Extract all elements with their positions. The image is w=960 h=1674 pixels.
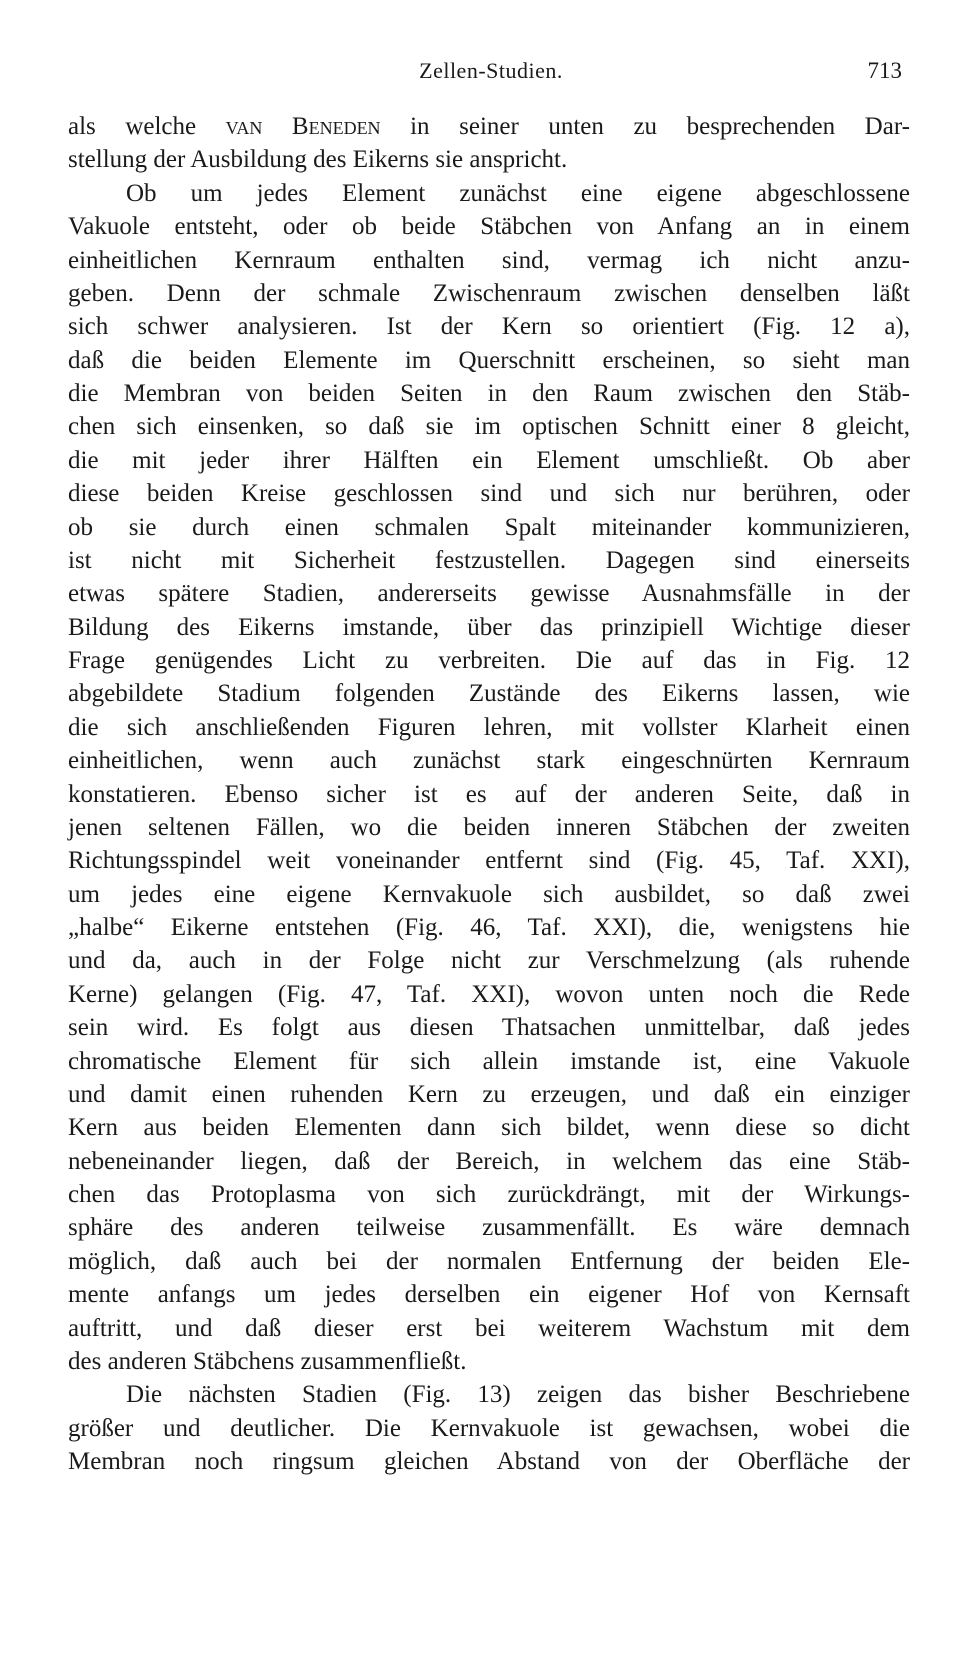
- text-line: einheitlichen Kernraum enthalten sind, vermag ich nicht anzu-: [68, 246, 910, 274]
- running-head: [68, 58, 914, 90]
- text-line: als welche van Beneden in seiner unten zu besprechenden Dar-: [68, 113, 910, 140]
- text-line: jenen seltenen Fällen, wo die beiden inneren Stäbchen der zweiten: [68, 813, 910, 841]
- page-number: 713: [867, 58, 902, 83]
- text-line: Kerne) gelangen (Fig. 47, Taf. XXI), wovon unten noch die Rede: [68, 980, 910, 1008]
- text-line: Ob um jedes Element zunächst eine eigene abgeschlossene: [126, 179, 910, 207]
- running-title: Zellen-Studien.: [419, 58, 563, 83]
- text-line: geben. Denn der schmale Zwischenraum zwischen denselben läßt: [68, 279, 910, 307]
- text-line: um jedes eine eigene Kernvakuole sich ausbildet, so daß zwei: [68, 880, 910, 908]
- text-line: Kern aus beiden Elementen dann sich bildet, wenn diese so dicht: [68, 1114, 910, 1142]
- text-line: Vakuole entsteht, oder ob beide Stäbchen von Anfang an in einem: [68, 213, 910, 241]
- text-line: einheitlichen, wenn auch zunächst stark eingeschnürten Kernraum: [68, 747, 910, 775]
- text-line: ist nicht mit Sicherheit festzustellen. Dagegen sind einerseits: [68, 546, 910, 574]
- text-line: Die nächsten Stadien (Fig. 13) zeigen das bisher Beschriebene: [126, 1381, 910, 1409]
- text-line: abgebildete Stadium folgenden Zustände des Eikerns lassen, wie: [68, 680, 910, 708]
- text-line: sich schwer analysieren. Ist der Kern so orientiert (Fig. 12 a),: [68, 313, 910, 341]
- text-line: des anderen Stäbchens zusammenfließt.: [68, 1347, 467, 1375]
- author-name: van Beneden: [225, 113, 381, 140]
- text-line: etwas spätere Stadien, andererseits gewisse Ausnahmsfälle in der: [68, 580, 910, 608]
- text-line: auftritt, und daß dieser erst bei weiterem Wachstum mit dem: [68, 1314, 910, 1342]
- text-line: Frage genügendes Licht zu verbreiten. Die auf das in Fig. 12: [68, 647, 910, 674]
- text-line: Richtungsspindel weit voneinander entfernt sind (Fig. 45, Taf. XXI),: [68, 847, 910, 875]
- body-text: [68, 110, 910, 1478]
- text-line: chen das Protoplasma von sich zurückdrängt, mit der Wirkungs-: [68, 1181, 910, 1208]
- text-line: Membran noch ringsum gleichen Abstand von der Oberfläche der: [68, 1448, 910, 1475]
- text-line: nebeneinander liegen, daß der Bereich, in welchem das eine Stäb-: [68, 1147, 910, 1175]
- text-line: chromatische Element für sich allein imstande ist, eine Vakuole: [68, 1047, 910, 1075]
- text-line: sein wird. Es folgt aus diesen Thatsachen unmittelbar, daß jedes: [68, 1014, 910, 1042]
- text-line: Bildung des Eikerns imstande, über das prinzipiell Wichtige dieser: [68, 613, 910, 641]
- text-line: daß die beiden Elemente im Querschnitt erscheinen, so sieht man: [68, 346, 910, 374]
- text-line: mente anfangs um jedes derselben ein eigener Hof von Kernsaft: [68, 1281, 910, 1309]
- text-line: größer und deutlicher. Die Kernvakuole ist gewachsen, wobei die: [68, 1414, 910, 1442]
- text-line: und damit einen ruhenden Kern zu erzeugen, und daß ein einziger: [68, 1080, 910, 1108]
- text-line: ob sie durch einen schmalen Spalt miteinander kommunizieren,: [68, 513, 910, 541]
- text-line: die sich anschließenden Figuren lehren, mit vollster Klarheit einen: [68, 713, 910, 741]
- text-line: die Membran von beiden Seiten in den Raum zwischen den Stäb-: [68, 380, 910, 407]
- text-line: konstatieren. Ebenso sicher ist es auf der anderen Seite, daß in: [68, 780, 910, 808]
- text-line: „halbe“ Eikerne entstehen (Fig. 46, Taf. XXI), die, wenigstens hie: [68, 914, 910, 941]
- text-line: die mit jeder ihrer Hälften ein Element umschließt. Ob aber: [68, 446, 910, 474]
- text-line: möglich, daß auch bei der normalen Entfernung der beiden Ele-: [68, 1247, 910, 1275]
- text-line: chen sich einsenken, so daß sie im optischen Schnitt einer 8 gleicht,: [68, 413, 910, 441]
- text-line: sphäre des anderen teilweise zusammenfällt. Es wäre demnach: [68, 1214, 910, 1242]
- text-line: stellung der Ausbildung des Eikerns sie anspricht.: [68, 146, 568, 174]
- text-line: diese beiden Kreise geschlossen sind und sich nur berühren, oder: [68, 480, 910, 508]
- text-line: und da, auch in der Folge nicht zur Verschmelzung (als ruhende: [68, 947, 910, 975]
